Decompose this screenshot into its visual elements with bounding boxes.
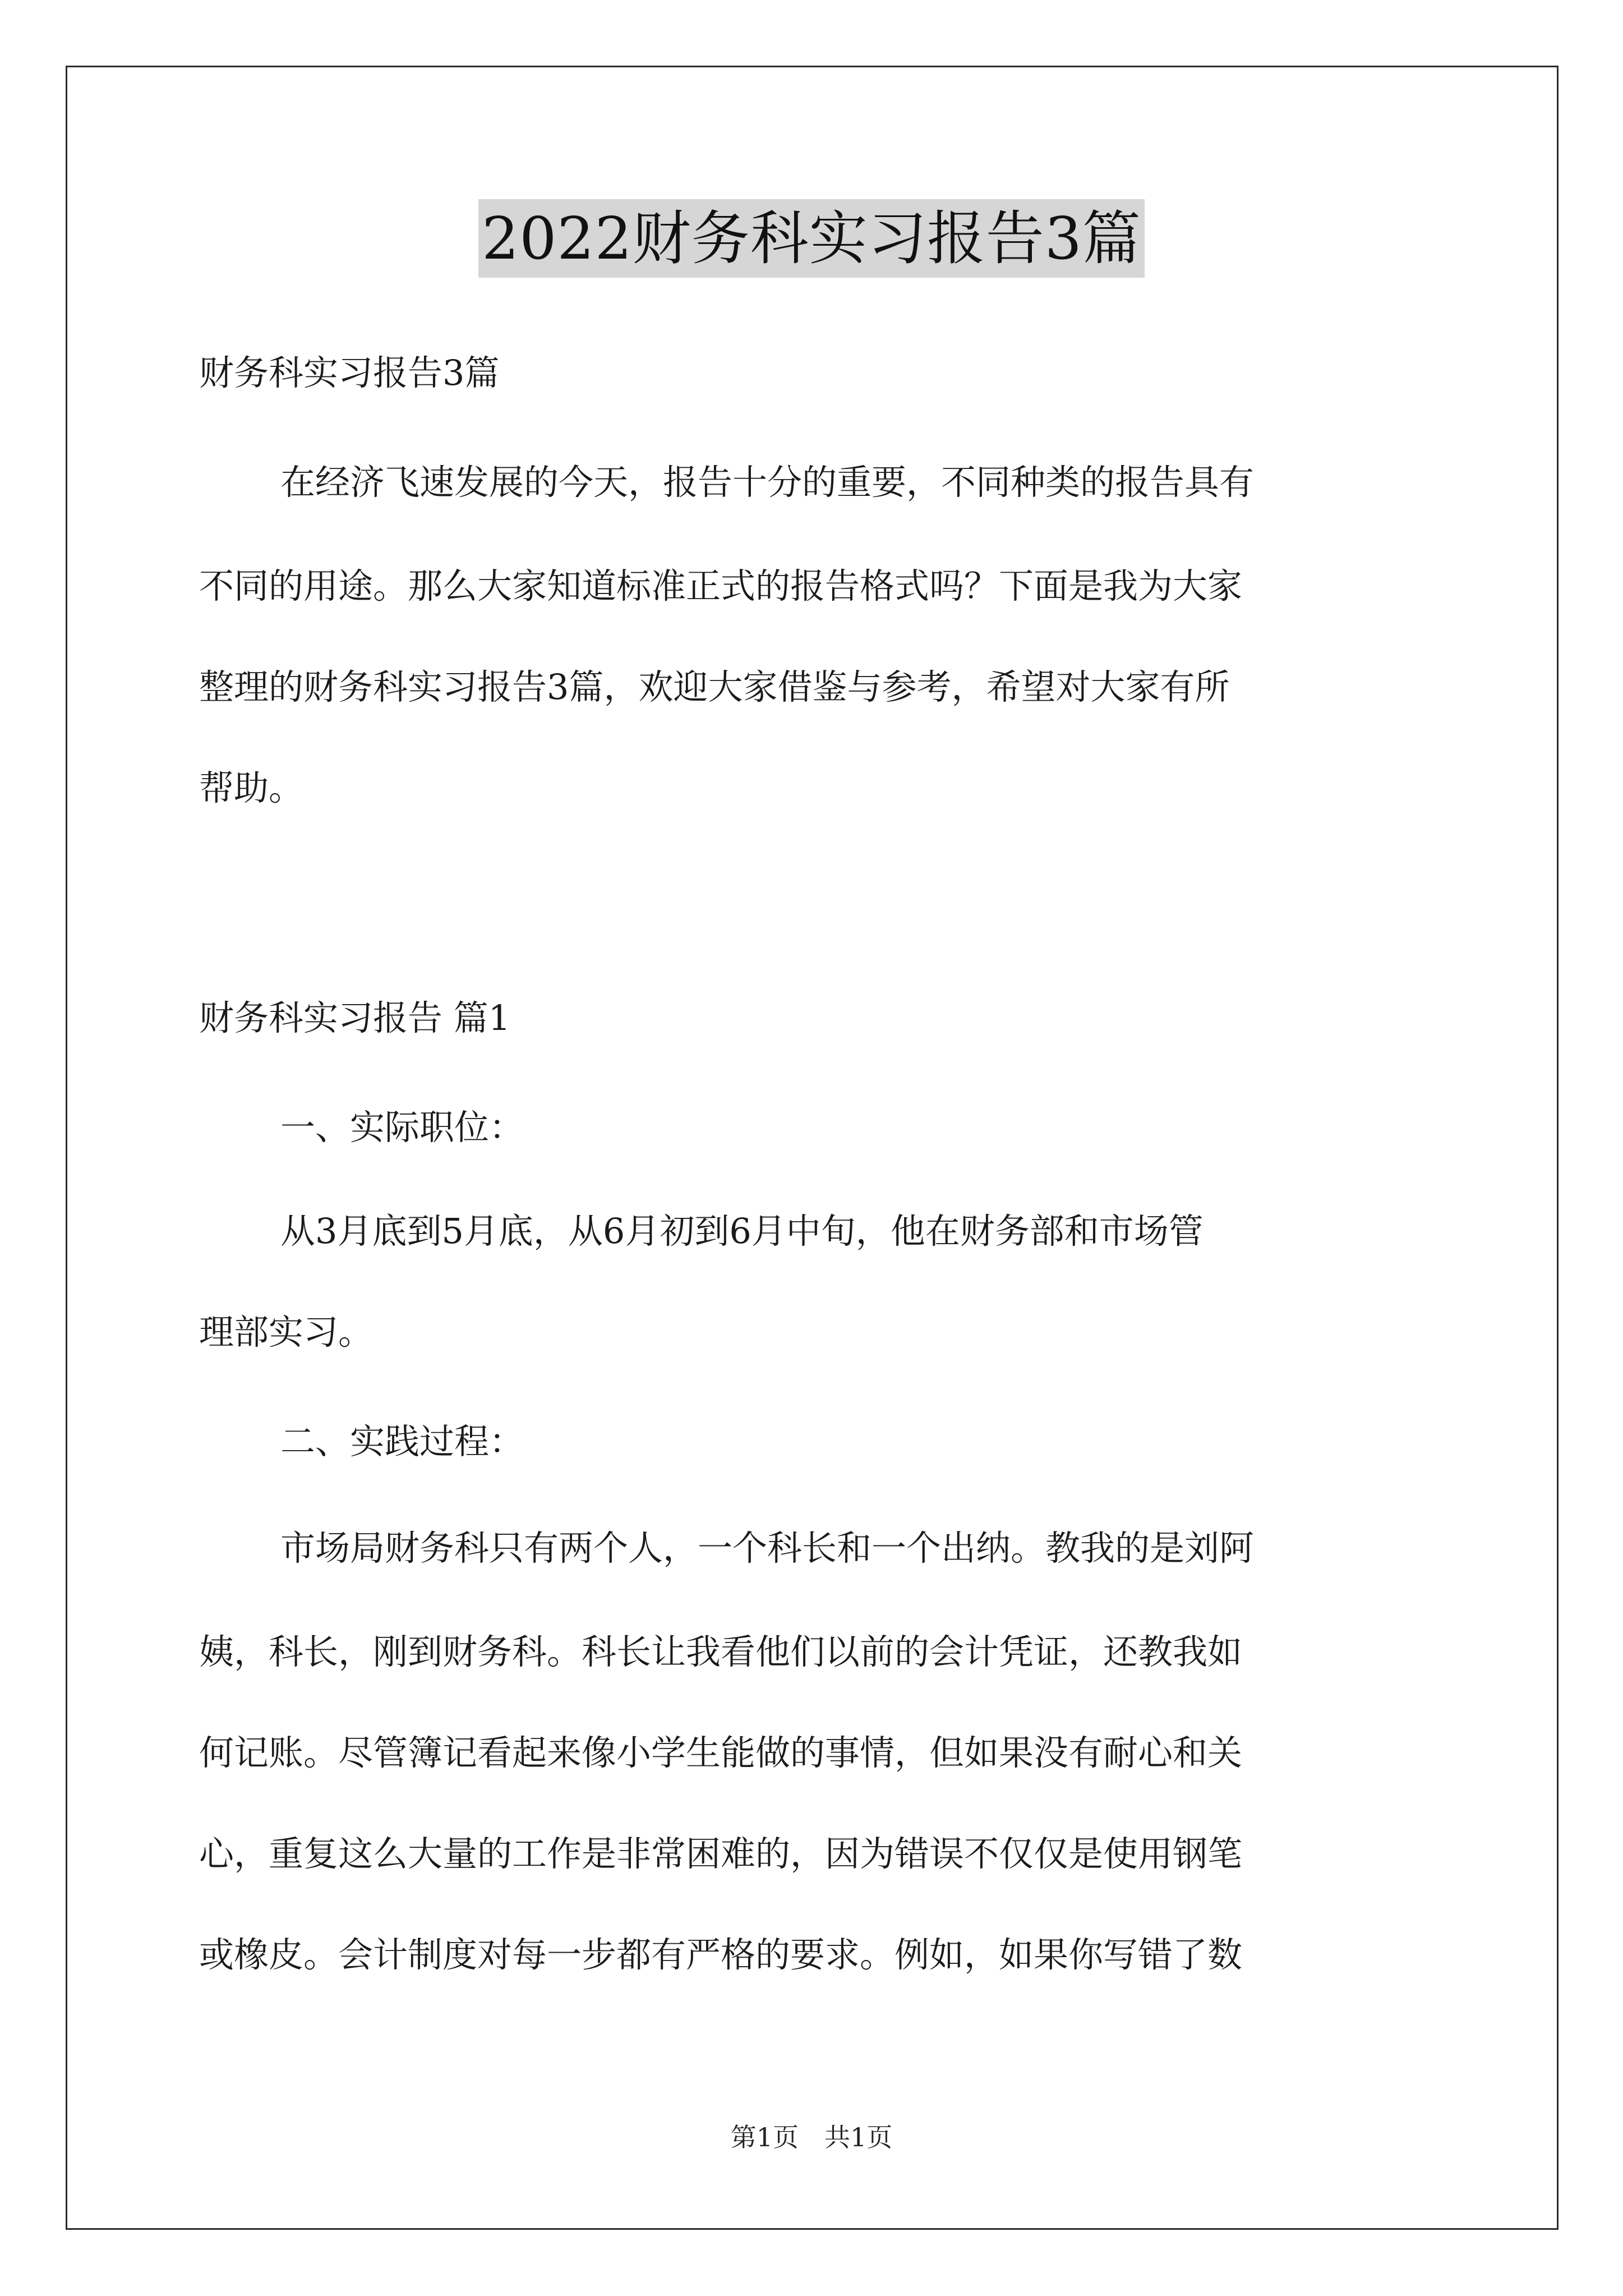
intro-line-3: 整理的财务科实习报告3篇，欢迎大家借鉴与参考，希望对大家有所: [199, 666, 1230, 707]
subtitle-line: 财务科实习报告3篇: [199, 352, 500, 393]
title-container: [0, 199, 1623, 278]
page-footer: 第1页 共1页: [730, 2122, 893, 2152]
intro-line-1: 在经济飞速发展的今天，报告十分的重要，不同种类的报告具有: [280, 462, 1255, 503]
process-line-5: 或橡皮。会计制度对每一步都有严格的要求。例如，如果你写错了数: [199, 1934, 1243, 1975]
process-line-4: 心，重复这么大量的工作是非常困难的，因为错误不仅仅是使用钢笔: [199, 1833, 1243, 1874]
position-line-2: 理部实习。: [199, 1312, 374, 1352]
process-line-1: 市场局财务科只有两个人，一个科长和一个出纳。教我的是刘阿: [280, 1527, 1255, 1568]
position-line-1: 从3月底到5月底，从6月初到6月中旬，他在财务部和市场管: [280, 1211, 1204, 1251]
process-heading: 二、实践过程：: [280, 1421, 524, 1462]
intro-line-4: 帮助。: [199, 767, 304, 808]
process-line-3: 何记账。尽管簿记看起来像小学生能做的事情，但如果没有耐心和关: [199, 1732, 1243, 1773]
process-line-2: 姨，科长，刚到财务科。科长让我看他们以前的会计凭证，还教我如: [199, 1631, 1243, 1672]
section-heading: 财务科实习报告 篇1: [199, 997, 511, 1038]
document-title: 2022财务科实习报告3篇: [478, 199, 1145, 278]
position-heading: 一、实际职位：: [280, 1107, 524, 1148]
intro-line-2: 不同的用途。那么大家知道标准正式的报告格式吗？下面是我为大家: [199, 565, 1243, 606]
